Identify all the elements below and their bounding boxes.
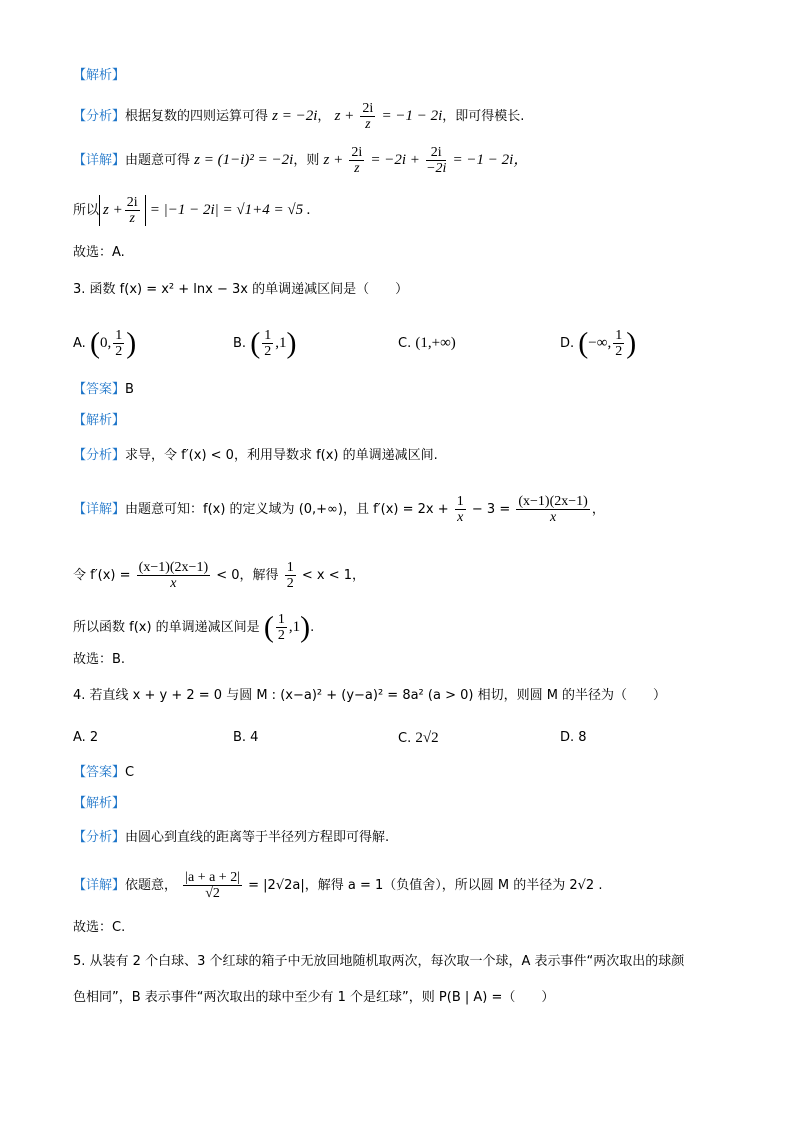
choice-q2: 故选：A. [73, 245, 125, 260]
q3-option-d [560, 328, 636, 359]
math-mid: = −2i + [370, 152, 420, 168]
q4-option-c [398, 728, 439, 749]
frac-num: 2i [362, 101, 374, 116]
fraction-half [262, 328, 273, 359]
fraction-half-3 [276, 612, 287, 643]
detail-line-q2 [73, 145, 528, 176]
fraction-abs [125, 195, 140, 226]
xiangjie-mid: − 3 = [471, 502, 511, 517]
frac-den: −2i [426, 161, 447, 176]
neg-inf: −∞, [588, 335, 612, 351]
q4-choice: 故选：C. [73, 920, 126, 935]
xiangjie-mid: ，则 [293, 153, 320, 168]
frac-den: z [354, 161, 360, 176]
frac-num: |a + a + 2| [185, 870, 240, 885]
option-value: (1,+∞) [415, 335, 456, 351]
paren-left: ( [578, 326, 589, 360]
xiangjie-end: ， [591, 502, 605, 517]
xiangjie-label: 【详解】 [73, 153, 126, 168]
frac-den: 2 [277, 628, 285, 643]
frac-den: x [457, 510, 464, 525]
analysis-line-q2: 【分析】根据复数的四则运算可得 z = −2i， z + $\frac{2i}{z}$ = −1 − 2i，即可得模长. [73, 101, 525, 132]
fraction-1-x [455, 494, 466, 525]
q4-answer [73, 763, 134, 783]
question-5-line-2: 色相同”，B 表示事件“两次取出的球中至少有 1 个是红球”，则 P(B | A) =（ ） [73, 990, 555, 1005]
math-z-plus-2: z + [323, 152, 344, 168]
q3-detail-1 [73, 494, 605, 525]
paren-left: ( [89, 326, 100, 360]
xiangjie-label: 【详解】 [73, 502, 126, 517]
question-4: 4. 若直线 x + y + 2 = 0 与圆 M : (x−a)² + (y−a)² = 8a² (a > 0) 相切，则圆 M 的半径为（ ） [73, 688, 667, 703]
q4-fenxi [73, 828, 389, 848]
fenxi-text: 求导，令 f′(x) < 0，利用导数求 f(x) 的单调递减区间. [125, 448, 438, 463]
frac-num: 1 [115, 328, 123, 343]
ling-pre: 令 f′(x) = [73, 568, 131, 583]
question-3: 3. 函数 f(x) = x² + lnx − 3x 的单调递减区间是（ ） [73, 282, 409, 297]
fraction-half [613, 328, 624, 359]
frac-num: 1 [277, 612, 285, 627]
frac-num: (x−1)(2x−1) [518, 494, 588, 509]
ling-end: < x < 1， [301, 568, 365, 583]
fenxi-end: ，即可得模长. [442, 109, 525, 124]
suoyi-end: . [310, 620, 315, 635]
fenxi-text: 根据复数的四则运算可得 [125, 109, 269, 124]
frac-den: 2 [286, 576, 294, 591]
math-final: = −1 − 2i， [452, 152, 529, 168]
q3-detail-3 [73, 612, 314, 643]
q3-detail-2 [73, 560, 365, 591]
q3-fenxi [73, 446, 438, 466]
answer-label: 【答案】 [73, 765, 126, 780]
q3-option-a [73, 328, 136, 359]
fraction-derivative-2 [137, 560, 210, 591]
analysis-label-1: 【解析】 [73, 68, 126, 83]
paren-left: ( [250, 326, 261, 360]
fraction-half-2 [285, 560, 296, 591]
option-letter: C. [398, 336, 412, 351]
frac-num: 2i [351, 145, 363, 160]
fraction-2i-z-2 [349, 145, 364, 176]
frac-den: x [549, 510, 557, 525]
frac-den: 2 [115, 344, 123, 359]
xiangjie-pre: 依题意， [125, 878, 178, 893]
fraction-2i-z [360, 101, 375, 132]
math-result: = −1 − 2i [381, 108, 443, 124]
q4-option-d: D. 8 [560, 730, 587, 745]
one: ,1 [288, 619, 301, 635]
q3-option-b [233, 328, 296, 359]
suoyi-text: 所以 [73, 203, 100, 218]
math-z-def: z = (1−i)² = −2i [194, 152, 294, 168]
abs-z-plus: z + [103, 202, 123, 218]
q4-option-a: A. 2 [73, 730, 99, 745]
q3-choice: 故选：B. [73, 652, 126, 667]
math-z: z = −2i [272, 108, 318, 124]
frac-den: z [365, 117, 371, 132]
xiangjie-mid: = |2√2a|，解得 a = 1（负值舍），所以圆 M 的半径为 2√2 . [248, 878, 603, 893]
frac-num: 2i [426, 145, 446, 161]
answer-label: 【答案】 [73, 382, 126, 397]
q4-analysis-label: 【解析】 [73, 796, 126, 811]
modulus-result: = |−1 − 2i| = √1+4 = √5 . [149, 202, 311, 218]
fraction-half [113, 328, 124, 359]
frac-den: 2 [264, 344, 272, 359]
xiangjie-text: 由题意可得 [125, 153, 191, 168]
frac-num: 1 [615, 328, 623, 343]
paren-right: ) [286, 326, 297, 360]
abs-expression [99, 195, 146, 226]
frac-den: z [129, 211, 135, 226]
xiangjie-pre: 由题意可知：f(x) 的定义域为 (0,+∞)，且 f′(x) = 2x + [125, 502, 449, 517]
fenxi-label: 【分析】 [73, 830, 126, 845]
modulus-line [73, 195, 311, 226]
paren-right: ) [626, 326, 637, 360]
ling-mid: < 0，解得 [216, 568, 279, 583]
answer-value: C [125, 765, 135, 780]
option-letter: A. [73, 336, 86, 351]
option-letter: D. [560, 336, 575, 351]
one: ,1 [275, 335, 287, 351]
frac-num: 1 [264, 328, 272, 343]
frac-num: 1 [456, 494, 464, 509]
frac-num: (x−1)(2x−1) [138, 560, 209, 575]
q4-detail [73, 870, 602, 901]
q3-analysis-label: 【解析】 [73, 413, 126, 428]
fraction-2i-neg2i [426, 145, 446, 176]
paren-right: ) [126, 326, 137, 360]
fraction-distance [183, 870, 242, 901]
zero: 0, [99, 335, 112, 351]
frac-den: √2 [205, 886, 220, 901]
frac-num: 2i [126, 195, 138, 210]
q4-option-b: B. 4 [233, 730, 259, 745]
xiangjie-label: 【详解】 [73, 878, 126, 893]
option-letter: C. [398, 731, 412, 746]
option-letter: B. [233, 336, 247, 351]
fenxi-label: 【分析】 [73, 109, 126, 124]
q3-option-c [398, 333, 456, 354]
math-z-plus: z + [334, 108, 355, 124]
option-value: 2√2 [415, 730, 439, 746]
fraction-derivative [516, 494, 589, 525]
frac-den: 2 [615, 344, 623, 359]
frac-den: x [170, 576, 177, 591]
q3-answer [73, 380, 134, 400]
answer-value: B [125, 382, 134, 397]
paren-right: ) [300, 610, 311, 644]
question-5-line-1: 5. 从装有 2 个白球、3 个红球的箱子中无放回地随机取两次，每次取一个球，A 表示事件“两次取出的球颜 [73, 954, 685, 969]
frac-num: 1 [286, 560, 294, 575]
suoyi-pre: 所以函数 f(x) 的单调递减区间是 [73, 620, 260, 635]
paren-left: ( [263, 610, 274, 644]
fenxi-label: 【分析】 [73, 448, 126, 463]
fenxi-text: 由圆心到直线的距离等于半径列方程即可得解. [125, 830, 390, 845]
